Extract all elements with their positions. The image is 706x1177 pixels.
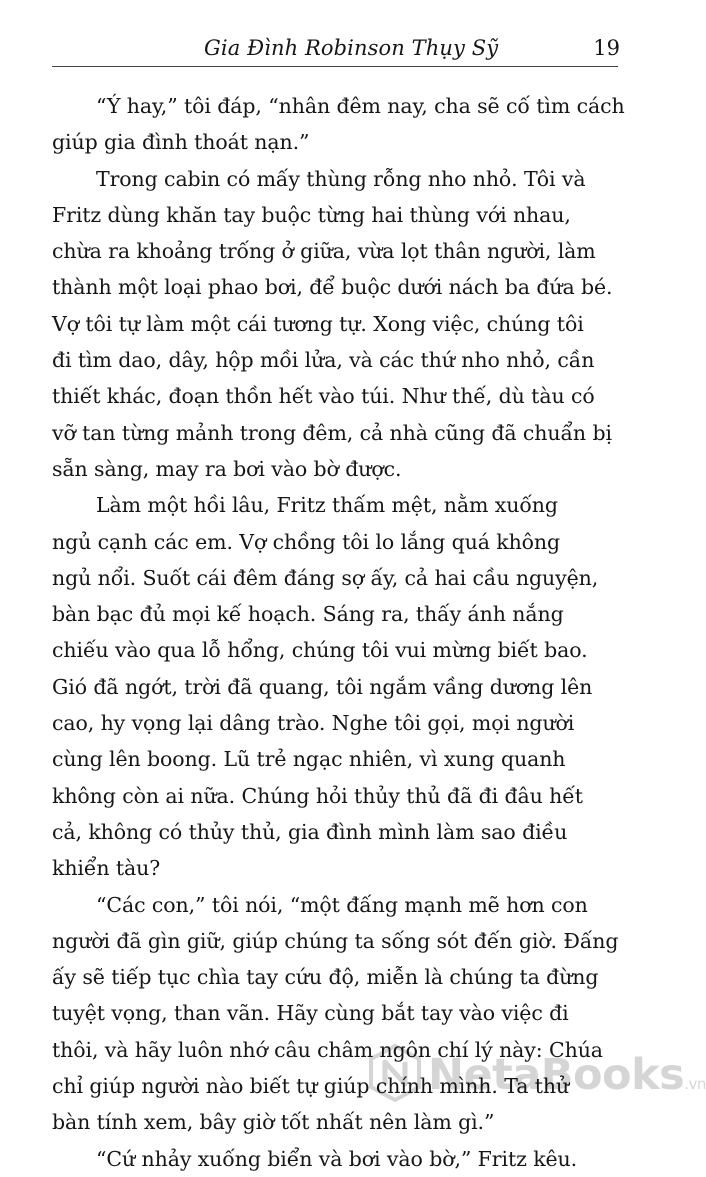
- watermark-text: NetaBooks.vn: [428, 1050, 706, 1100]
- text-line: thôi, và hãy luôn nhớ câu châm ngôn chí lý này: Chúa: [52, 1037, 603, 1062]
- text-line: không còn ai nữa. Chúng hỏi thủy thủ đã đi đâu hết: [52, 783, 583, 808]
- text-line: “Các con,” tôi nói, “một đấng mạnh mẽ hơn con: [96, 892, 588, 917]
- text-line: giúp gia đình thoát nạn.”: [52, 130, 310, 155]
- text-line: ngủ cạnh các em. Vợ chồng tôi lo lắng quá không: [52, 529, 561, 554]
- text-line: người đã gìn giữ, giúp chúng ta sống sót đến giờ. Đấng: [52, 928, 619, 953]
- text-line: Gió đã ngớt, trời đã quang, tôi ngắm vầng dương lên: [52, 674, 593, 699]
- text-line: bàn bạc đủ mọi kế hoạch. Sáng ra, thấy ánh nắng: [52, 602, 564, 627]
- text-line: đi tìm dao, dây, hộp mồi lửa, và các thứ nho nhỏ, cần: [52, 348, 595, 373]
- text-line: Fritz dùng khăn tay buộc từng hai thùng với nhau,: [52, 202, 571, 227]
- running-title: Gia Đình Robinson Thụy Sỹ: [204, 36, 499, 60]
- text-line: “Cứ nhảy xuống biển và bơi vào bờ,” Fritz kêu.: [96, 1146, 578, 1171]
- text-line: sẵn sàng, may ra bơi vào bờ được.: [52, 456, 402, 481]
- text-line: “Ý hay,” tôi đáp, “nhân đêm nay, cha sẽ cố tìm cách: [96, 94, 625, 118]
- text-line: Trong cabin có mấy thùng rỗng nho nhỏ. Tôi và: [96, 166, 586, 191]
- text-line: chỉ giúp người nào biết tự giúp chính mình. Ta thử: [52, 1074, 570, 1099]
- watermark-suffix: .vn: [684, 1075, 706, 1093]
- text-line: cả, không có thủy thủ, gia đình mình làm sao điều: [52, 819, 568, 844]
- netabooks-logo-icon: [366, 1044, 424, 1102]
- text-line: Làm một hồi lâu, Fritz thấm mệt, nằm xuống: [96, 493, 558, 518]
- text-line: cao, hy vọng lại dâng trào. Nghe tôi gọi, mọi người: [52, 711, 575, 736]
- text-line: thành một loại phao bơi, để buộc dưới nách ba đứa bé.: [52, 275, 613, 300]
- text-line: vỡ tan từng mảnh trong đêm, cả nhà cũng đã chuẩn bị: [52, 420, 612, 445]
- text-line: cùng lên boong. Lũ trẻ ngạc nhiên, vì xung quanh: [52, 747, 566, 772]
- text-line: ngủ nổi. Suốt cái đêm đáng sợ ấy, cả hai cầu nguyện,: [52, 565, 599, 590]
- text-line: chừa ra khoảng trống ở giữa, vừa lọt thân người, làm: [52, 239, 596, 264]
- text-line: ấy sẽ tiếp tục chìa tay cứu độ, miễn là chúng ta đừng: [52, 965, 599, 990]
- running-header: [52, 34, 618, 67]
- text-line: bàn tính xem, bây giờ tốt nhất nên làm gì.”: [52, 1110, 495, 1135]
- text-line: chiếu vào qua lỗ hổng, chúng tôi vui mừng biết bao.: [52, 638, 588, 663]
- body-text: [52, 88, 672, 1177]
- text-line: Vợ tôi tự làm một cái tương tự. Xong việc, chúng tôi: [52, 311, 584, 336]
- page-number: 19: [593, 36, 620, 60]
- text-line: khiển tàu?: [52, 856, 161, 881]
- text-line: thiết khác, đoạn thồn hết vào túi. Như thế, dù tàu có: [52, 384, 595, 409]
- text-line: tuyệt vọng, than vãn. Hãy cùng bắt tay vào việc đi: [52, 1001, 569, 1026]
- watermark: [366, 1040, 706, 1110]
